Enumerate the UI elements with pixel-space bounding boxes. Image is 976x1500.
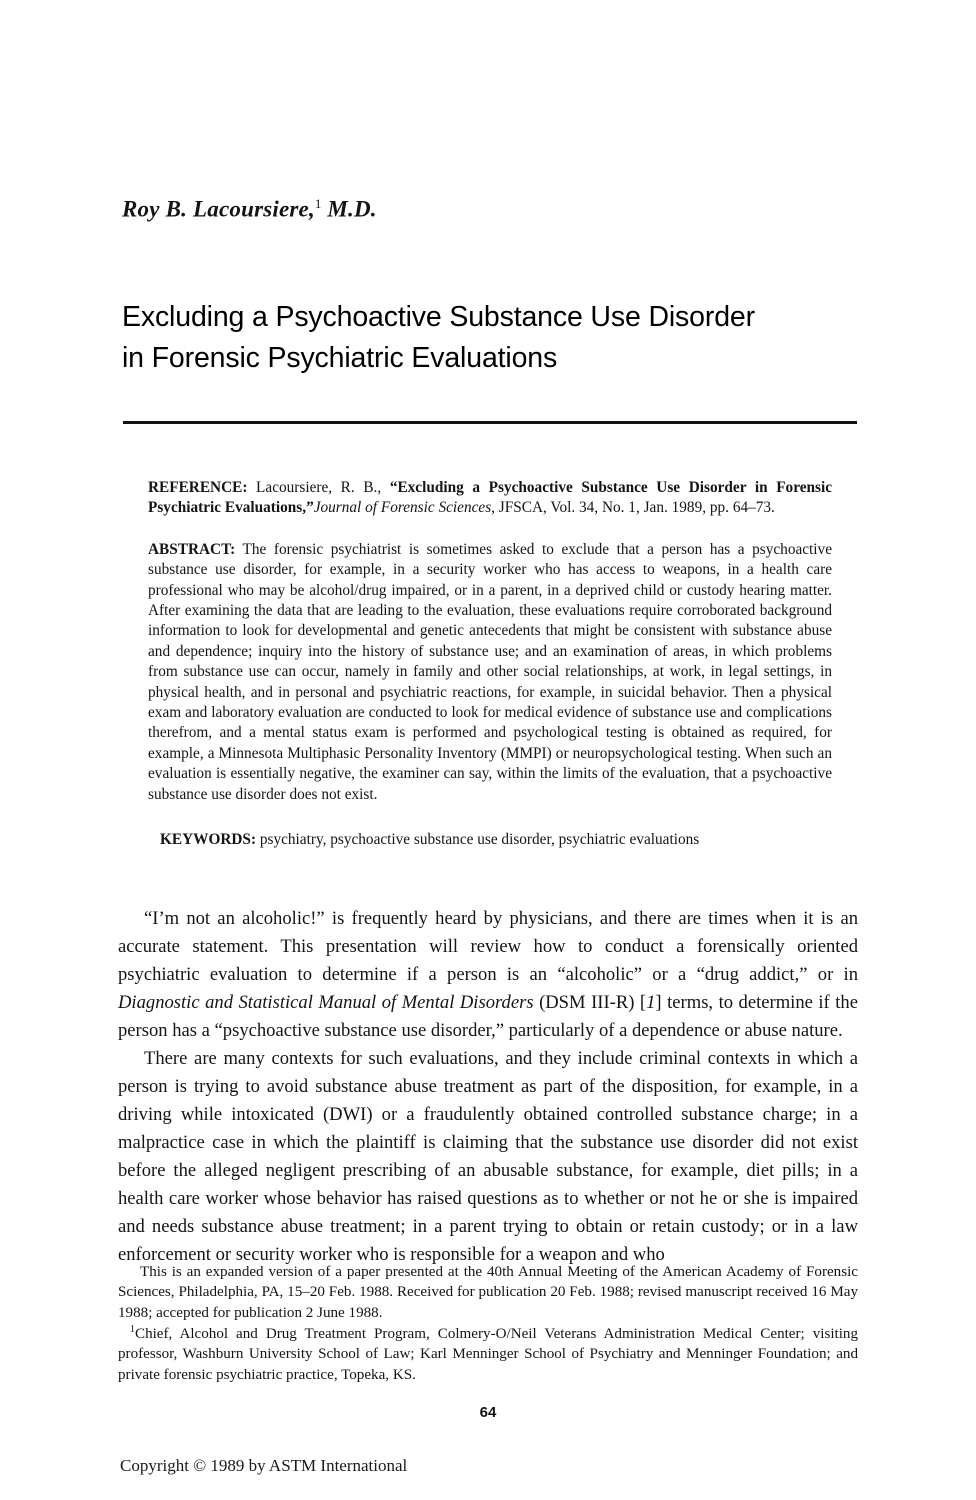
body-p1-part1: “I’m not an alcoholic!” is frequently heard by physicians, and there are times when it is an accurate statement. This presentation will review how to conduct a forensically oriented psychiatric evaluation to determine if a person is an “alcoholic” or a “drug addict,” or in [118, 908, 858, 985]
title-line-2: in Forensic Psychiatric Evaluations [122, 341, 558, 374]
body-p1-italic-title: Diagnostic and Statistical Manual of Mental Disorders [118, 991, 534, 1013]
reference-authors: Lacoursiere, R. B., [247, 479, 390, 496]
reference-paragraph [148, 478, 832, 519]
author-degree: M.D. [327, 196, 377, 222]
reference-quoted-title: “Excluding a Psychoactive Substance Use Disorder in Forensic Psychiatric Evaluations,” [148, 479, 832, 517]
footnote-marker: 1 [130, 1323, 135, 1335]
title-line-1: Excluding a Psychoactive Substance Use Disorder [122, 301, 755, 334]
page-number: 64 [479, 1404, 497, 1421]
body-paragraph-1 [118, 905, 858, 1045]
body-p1-citation-number: 1 [646, 991, 656, 1013]
abstract-block [148, 478, 832, 850]
body-text [118, 905, 858, 1269]
body-paragraph-2: There are many contexts for such evaluations, and they include criminal contexts in which a person is trying to avoid substance abuse treatment as part of the disposition, for example, in a driving while intoxicated (DWI) or a fraudulently obtained controlled substance charge; in a malpractice case in which the plaintiff is claiming that the substance use disorder did not exist before the alleged negligent prescribing of an abusable substance, for example, diet pills; in a health care worker whose behavior has raised questions as to whether or not he or she is impaired and needs substance abuse treatment; in a parent trying to obtain or retain custody; or in a law enforcement or security worker who is responsible for a weapon and who [118, 1047, 858, 1265]
keywords-label: KEYWORDS: [160, 830, 257, 848]
author-footnote-marker: 1 [314, 196, 322, 211]
footnote-affiliation-text: Chief, Alcohol and Drug Treatment Program, Colmery-O/Neil Veterans Administration Medical Center; visiting professor, Washburn University School of Law; Karl Menninger School of Psychiatry and Menninger Foundation; and private forensic psychiatric practice, Topeka, KS. [118, 1325, 858, 1383]
reference-label: REFERENCE: [148, 479, 248, 496]
footnote-author-affiliation [118, 1323, 858, 1385]
reference-citation: JFSCA, Vol. 34, No. 1, Jan. 1989, pp. 64–73. [494, 499, 775, 517]
abstract-paragraph [148, 540, 832, 805]
page-title [122, 297, 862, 378]
author-name: Roy B. Lacoursiere, [122, 196, 315, 222]
copyright-notice: Copyright © 1989 by ASTM International [120, 1456, 408, 1475]
title-divider [123, 421, 857, 424]
keywords-paragraph [148, 830, 832, 850]
abstract-text: The forensic psychiatrist is sometimes asked to exclude that a person has a psychoactive substance use disorder, for example, in a security worker who has access to weapons, in a health care professional who may be alcohol/drug impaired, or in a parent, in a deprived child or custody hearing matter. After examining the data that are leading to the evaluation, these evaluations require corroborated background information to look for developmental and genetic antecedents that might be consistent with substance abuse and dependence; inquiry into the history of substance use; and an examination of areas, in which problems from substance use can occur, namely in family and other social relationships, at work, in legal settings, in physical health, and in personal and psychiatric reactions, for example, in suicidal behavior. Then a physical exam and laboratory evaluation are conducted to look for medical evidence of substance use and complications therefrom, and a mental status exam is performed and psychological testing is obtained as required, for example, a Minnesota Multiphasic Personality Inventory (MMPI) or neuropsychological testing. When such an evaluation is essentially negative, the examiner can say, within the limits of the evaluation, that a psychoactive substance use disorder does not exist. [148, 540, 832, 803]
abstract-label: ABSTRACT: [148, 540, 236, 558]
footnote-presentation-note: This is an expanded version of a paper presented at the 40th Annual Meeting of the American Academy of Forensic Sciences, Philadelphia, PA, 15–20 Feb. 1988. Received for publication 20 Feb. 1988; revised manuscript received 16 May 1988; accepted for publication 2 June 1988. [118, 1264, 858, 1321]
reference-journal: Journal of Forensic Sciences, [313, 499, 495, 517]
keywords-text: psychiatry, psychoactive substance use disorder, psychiatric evaluations [256, 830, 700, 848]
author-byline [122, 196, 377, 223]
body-p1-part2: (DSM III-R) [ [533, 991, 647, 1013]
footnotes-block [118, 1262, 858, 1385]
body-p1-part3: ] terms, to determine if the person has a “psychoactive substance use disorder,” particularly of a dependence or abuse nature. [118, 991, 858, 1041]
